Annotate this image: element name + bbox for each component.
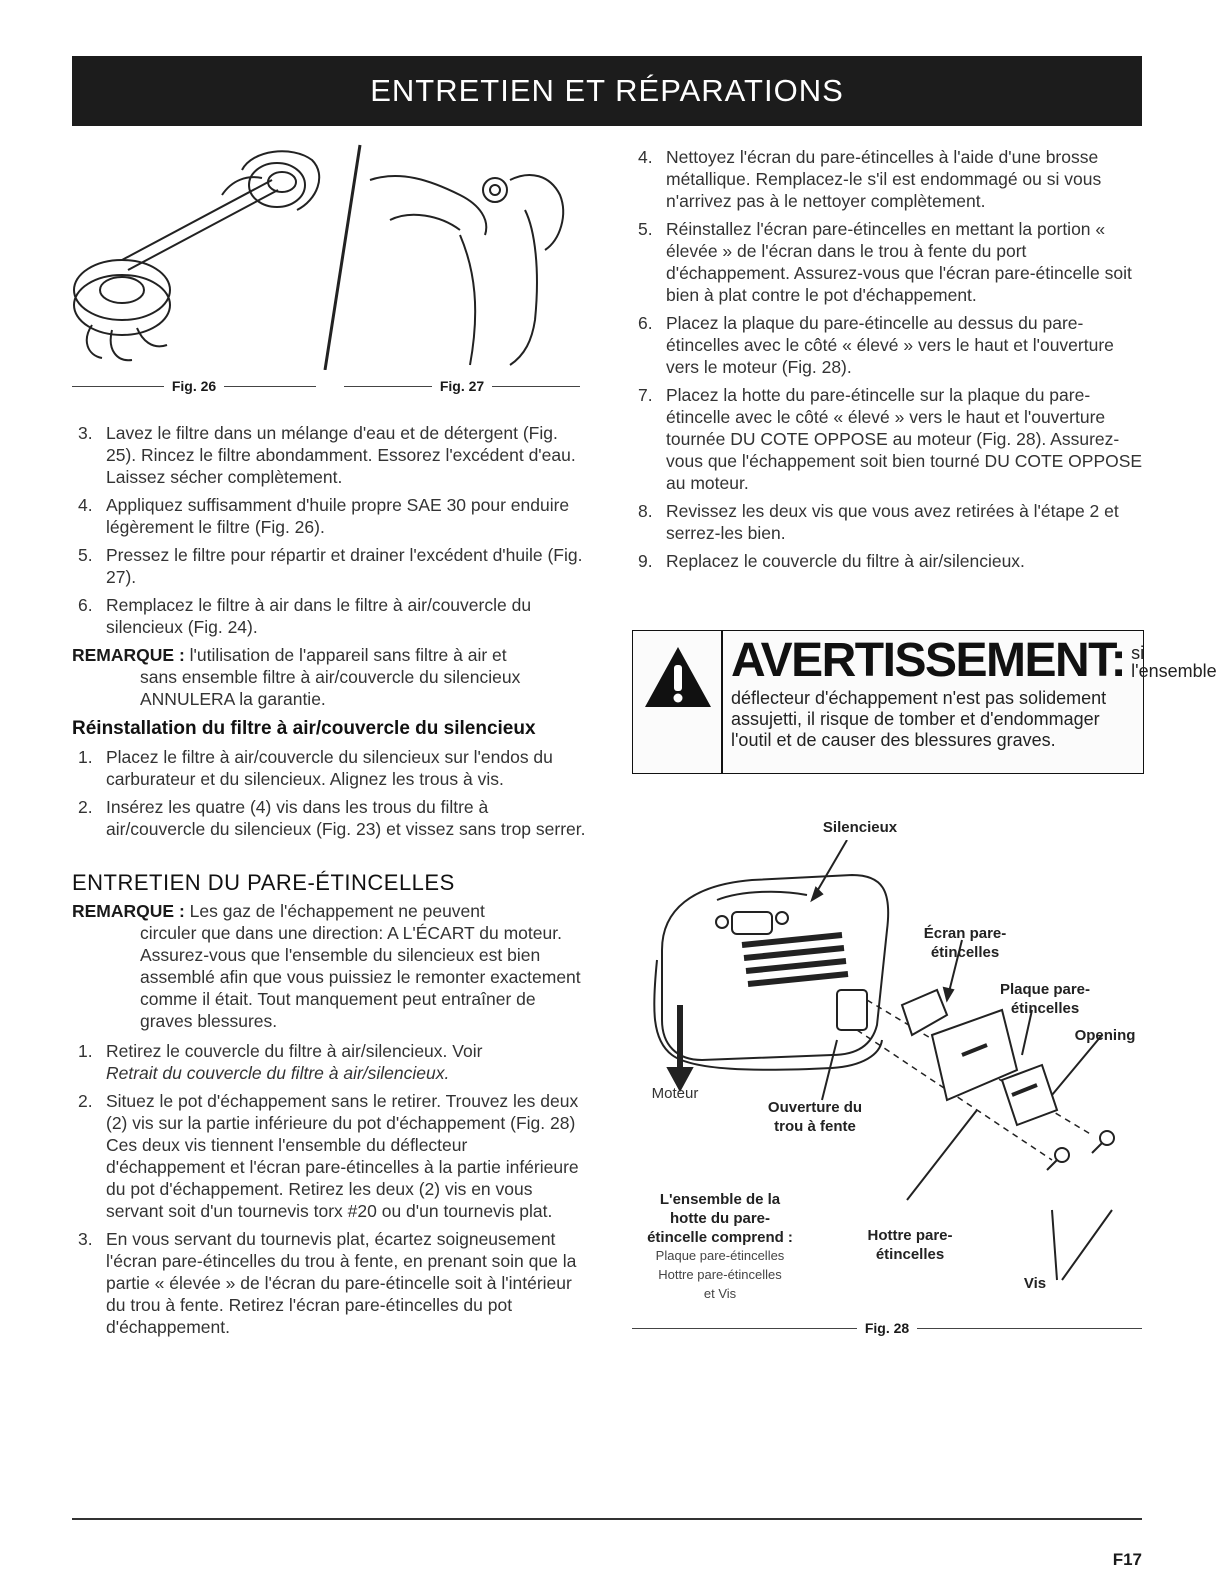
section-banner (72, 56, 1142, 126)
footer-rule (72, 1518, 1142, 1520)
remark-warranty: REMARQUE : l'utilisation de l'appareil sans filtre à air et sans ensemble filtre à air/couvercle du silencieux ANNULERA la garantie. (72, 645, 521, 709)
list-item: 9. Replacez le couvercle du filtre à air/silencieux. (638, 551, 1025, 571)
label-hottre: Hottre pare- étincelles (867, 1227, 953, 1263)
fig28-caption: Fig. 28 (632, 1320, 1142, 1336)
reassembly-steps (632, 146, 1144, 572)
label-moteur: Moteur (651, 1085, 699, 1102)
right-column (632, 146, 1144, 578)
label-ensemble-items: Plaque pare-étincelles Hottre pare-étincelles et Vis (655, 1248, 785, 1301)
list-item: 1. Placez le filtre à air/couvercle du silencieux sur l'endos du carburateur et du silencieux. Alignez les trous à vis. (78, 747, 553, 789)
warning-lead2: l'ensemble (1131, 661, 1217, 681)
fig26-illustration (72, 140, 342, 370)
list-item: 8. Revissez les deux vis que vous avez retirées à l'étape 2 et serrez-les bien. (638, 501, 1119, 543)
list-item: 1. Retirez le couvercle du filtre à air/silencieux. Voir Retrait du couvercle du filtre à air/silencieux. (78, 1041, 483, 1083)
warning-title: AVERTISSEMENT: (731, 634, 1126, 687)
remark-exhaust: REMARQUE : Les gaz de l'échappement ne peuvent circuler que dans une direction: A L'ÉCART du moteur. Assurez-vous que l'ensemble du silencieux est bien assemblé afin que vous puissiez le remonter exactement comme il était. Tout manquement peut entraîner de graves blessures. (72, 901, 581, 1031)
page-number: F17 (1112, 1550, 1142, 1569)
list-item: 2. Insérez les quatre (4) vis dans les trous du filtre à air/couvercle du silencieux (Fig. 23) et vissez sans trop serrer. (78, 797, 586, 839)
spark-arrestor-steps (72, 1040, 590, 1338)
list-item: 5. Réinstallez l'écran pare-étincelles en mettant la portion « élevée » de l'écran dans le trou à fente du port d'échappement. Assurez-vous que l'écran pare-étincelle soit bien à plat contre le pot d'échappement. (638, 219, 1132, 305)
list-item: 2. Situez le pot d'échappement sans le retirer. Trouvez les deux (2) vis sur la partie inférieure du pot d'échappement (Fig. 28) Ces deux vis tiennent l'ensemble du déflecteur d'échappement et l'écran pare-étincelles à la partie inférieure du pot d'échappement. Retirez les deux (2) vis en vous servant soit d'un tournevis torx #20 ou d'un tournevis plat. (78, 1091, 579, 1221)
warning-lead: si (1131, 643, 1145, 663)
label-plaque: Plaque pare- étincelles (999, 981, 1091, 1017)
label-ouverture: Ouverture du trou à fente (767, 1099, 863, 1135)
fig27-illustration (310, 140, 580, 370)
fig26-caption: Fig. 26 (72, 378, 316, 394)
label-vis: Vis (1023, 1275, 1047, 1292)
reinstall-steps (72, 746, 590, 840)
warning-box (632, 630, 1217, 774)
list-item: 4. Nettoyez l'écran du pare-étincelles à l'aide d'une brosse métallique. Remplacez-le s'il est endommagé ou si vous n'arrivez pas à le nettoyer complètement. (638, 147, 1102, 211)
list-item: 3. Lavez le filtre dans un mélange d'eau et de détergent (Fig. 25). Rincez le filtre abondamment. Essorez l'excédent d'eau. Laissez sécher complètement. (78, 423, 576, 487)
fig27-caption: Fig. 27 (344, 378, 580, 394)
list-item: 4. Appliquez suffisamment d'huile propre SAE 30 pour enduire légèrement le filtre (Fig. 26). (78, 495, 570, 537)
label-silencieux: Silencieux (822, 819, 898, 836)
section-heading: ENTRETIEN DU PARE-ÉTINCELLES (72, 870, 455, 895)
list-item: 7. Placez la hotte du pare-étincelle sur la plaque du pare-étincelle avec le côté « élevé » vers le haut et l'ouverture tournée DU COTE OPPOSE au moteur (Fig. 28). Assurez-vous que l'échappement soit bien tourné DU COTE OPPOSE au moteur. (638, 385, 1143, 493)
subsection-heading: Réinstallation du filtre à air/couvercle du silencieux (72, 718, 536, 739)
list-item: 6. Remplacez le filtre à air dans le filtre à air/couvercle du silencieux (Fig. 24). (78, 595, 532, 637)
left-column (72, 422, 590, 1344)
label-opening: Opening (1074, 1027, 1136, 1044)
warning-icon (643, 645, 713, 709)
filter-steps (72, 422, 590, 638)
label-ecran: Écran pare- étincelles (923, 925, 1007, 961)
list-item: 5. Pressez le filtre pour répartir et drainer l'excédent d'huile (Fig. 27). (78, 545, 583, 587)
warning-text: déflecteur d'échappement n'est pas solidement assujetti, il risque de tomber et d'endommager l'outil et de causer des blessures graves. (731, 688, 1107, 750)
list-item: 6. Placez la plaque du pare-étincelle au dessus du pare-étincelles avec le côté « élevé » vers le haut et l'ouverture vers le moteur (Fig. 28). (638, 313, 1114, 377)
list-item: 3. En vous servant du tournevis plat, écartez soigneusement l'écran pare-étincelles du trou à fente, en prenant soin que la partie « élevée » de l'écran du pare-étincelle soit à l'intérieur du trou à fente. Retirez l'écran pare-étincelles du pot d'échappement. (78, 1229, 577, 1337)
page-title: ENTRETIEN ET RÉPARATIONS (370, 73, 844, 108)
label-ensemble: L'ensemble de la hotte du pare- étincelle comprend : (647, 1191, 793, 1246)
